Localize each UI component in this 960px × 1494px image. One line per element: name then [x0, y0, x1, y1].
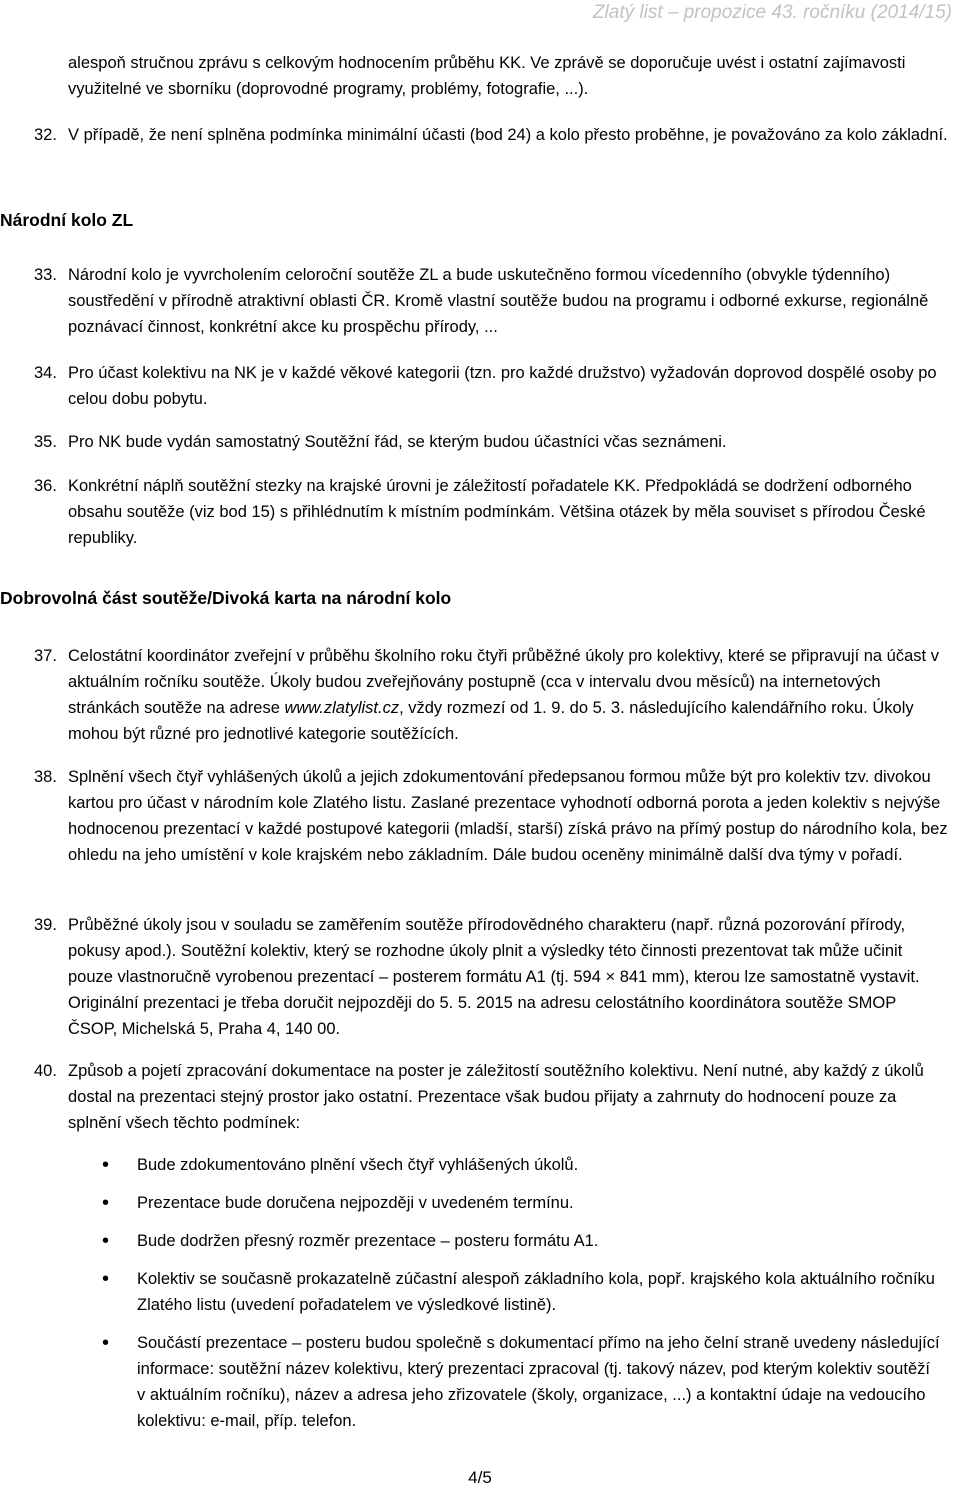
section-heading-national-round: Národní kolo ZL [0, 210, 134, 230]
continuation-paragraph [68, 50, 948, 102]
paragraph-34 [34, 360, 948, 412]
paragraph-number: 34. [34, 364, 57, 382]
list-item: • Bude zdokumentováno plnění všech čtyř vyhlášených úkolů. [100, 1152, 940, 1178]
paragraph-text: Způsob a pojetí zpracování dokumentace na poster je záležitostí soutěžního kolektivu. Není nutné, aby každý z úkolů dostal na prezentaci stejný prostor jako ostatní. Prezentace však budou přijaty a zahrnuty do hodnocení pouze za splnění všech těchto podmínek: [68, 1062, 924, 1132]
paragraph-37 [34, 643, 948, 747]
paragraph-33 [34, 262, 948, 340]
list-item: • Bude dodržen přesný rozměr prezentace – posteru formátu A1. [100, 1228, 940, 1254]
running-header: Zlatý list – propozice 43. ročníku (2014/15) [592, 2, 952, 23]
continuation-text: alespoň stručnou zprávu s celkovým hodnocením průběhu KK. Ve zprávě se doporučuje uvést i ostatní zajímavosti využitelné ve sborníku (doprovodné programy, problémy, fotografie, ...). [68, 54, 906, 98]
page-number: 4/5 [468, 1468, 492, 1487]
list-item: • Kolektiv se současně prokazatelně zúčastní alespoň základního kola, popř. krajského kola aktuálního ročníku Zlatého listu (uvedení pořadatelem ve výsledkové listině). [100, 1266, 940, 1318]
paragraph-38 [34, 764, 948, 868]
paragraph-number: 33. [34, 266, 57, 284]
paragraph-text: Národní kolo je vyvrcholením celoroční soutěže ZL a bude uskutečněno formou vícedenního (obvykle týdenního) soustředění v přírodně atraktivní oblasti ČR. Kromě vlastní soutěže budou na programu i odborné exkurse, regionálně poznávací činnost, konkrétní akce ku prospěchu přírody, ... [68, 266, 929, 336]
paragraph-number: 32. [34, 126, 57, 144]
paragraph-text-part: , vždy rozmezí od 1. 9. do 5. 3. následujícího kalendářního roku. Úkoly mohou být různé pro jednotlivé kategorie soutěžících. [68, 699, 914, 743]
paragraph-number: 36. [34, 477, 57, 495]
website-url: www.zlatylist.cz [284, 699, 400, 717]
paragraph-text: Průběžné úkoly jsou v souladu se zaměřením soutěže přírodovědného charakteru (např. různá pozorování přírody, pokusy apod.). Soutěžní kolektiv, který se rozhodne úkoly plnit a výsledky této činnosti prezentovat tak může učinit pouze vlastnoručně vyrobenou prezentací – posterem formátu A1 (tj. 594 × 841 mm), kterou lze samostatně vystavit. Originální prezentaci je třeba doručit nejpozději do 5. 5. 2015 na adresu celostátního koordinátora soutěže SMOP ČSOP, Michelská 5, Praha 4, 140 00. [68, 916, 920, 1038]
paragraph-text: Konkrétní náplň soutěžní stezky na krajské úrovni je záležitostí pořadatele KK. Předpokládá se dodržení odborného obsahu soutěže (viz bod 15) s přihlédnutím k místním podmínkám. Většina otázek by měla souviset s přírodou České republiky. [68, 477, 926, 547]
paragraph-32 [34, 122, 948, 148]
paragraph-text: Splnění všech čtyř vyhlášených úkolů a jejich zdokumentování předepsanou formou může být pro kolektiv tzv. divokou kartou pro účast v národním kole Zlatého listu. Zaslané prezentace vyhodnotí odborná porota a jeden kolektiv s nejvýše hodnocenou prezentací v každé postupové kategorii (mladší, starší) získá právo na přímý postup do národního kola, bez ohledu na jeho umístění v kole krajském nebo základním. Dále budou oceněny minimálně další dva týmy v pořadí. [68, 768, 948, 864]
paragraph-text: Pro účast kolektivu na NK je v každé věkové kategorii (tzn. pro každé družstvo) vyžadován doprovod dospělé osoby po celou dobu pobytu. [68, 364, 937, 408]
section-heading-wildcard: Dobrovolná část soutěže/Divoká karta na národní kolo [0, 588, 452, 608]
list-item: • Prezentace bude doručena nejpozději v uvedeném termínu. [100, 1190, 940, 1216]
conditions-list [100, 1152, 940, 1446]
paragraph-number: 35. [34, 433, 57, 451]
paragraph-text: Pro NK bude vydán samostatný Soutěžní řád, se kterým budou účastníci včas seznámeni. [68, 433, 727, 451]
paragraph-text-part: Celostátní koordinátor zveřejní v průběhu školního roku čtyři průběžné úkoly pro kolektivy, které se připravují na účast v aktuálním ročníku soutěže. Úkoly budou zveřejňovány postupně (cca v intervalu dvou měsíců) na internetových stránkách soutěže na adrese [68, 647, 939, 717]
paragraph-number: 37. [34, 647, 57, 665]
paragraph-39 [34, 912, 948, 1042]
paragraph-36 [34, 473, 948, 551]
list-item: • Součástí prezentace – posteru budou společně s dokumentací přímo na jeho čelní straně uvedeny následující informace: soutěžní název kolektivu, který prezentaci zpracoval (tj. takový název, pod kterým kolektiv soutěží v aktuálním ročníku), název a adresa jeho zřizovatele (školy, organizace, ...) a kontaktní údaje na vedoucího kolektivu: e-mail, příp. telefon. [100, 1330, 940, 1434]
paragraph-text: V případě, že není splněna podmínka minimální účasti (bod 24) a kolo přesto proběhne, je považováno za kolo základní. [68, 126, 948, 144]
paragraph-number: 38. [34, 768, 57, 786]
paragraph-number: 39. [34, 916, 57, 934]
paragraph-35 [34, 429, 948, 455]
paragraph-40 [34, 1058, 948, 1136]
paragraph-text [68, 643, 948, 747]
paragraph-number: 40. [34, 1062, 57, 1080]
